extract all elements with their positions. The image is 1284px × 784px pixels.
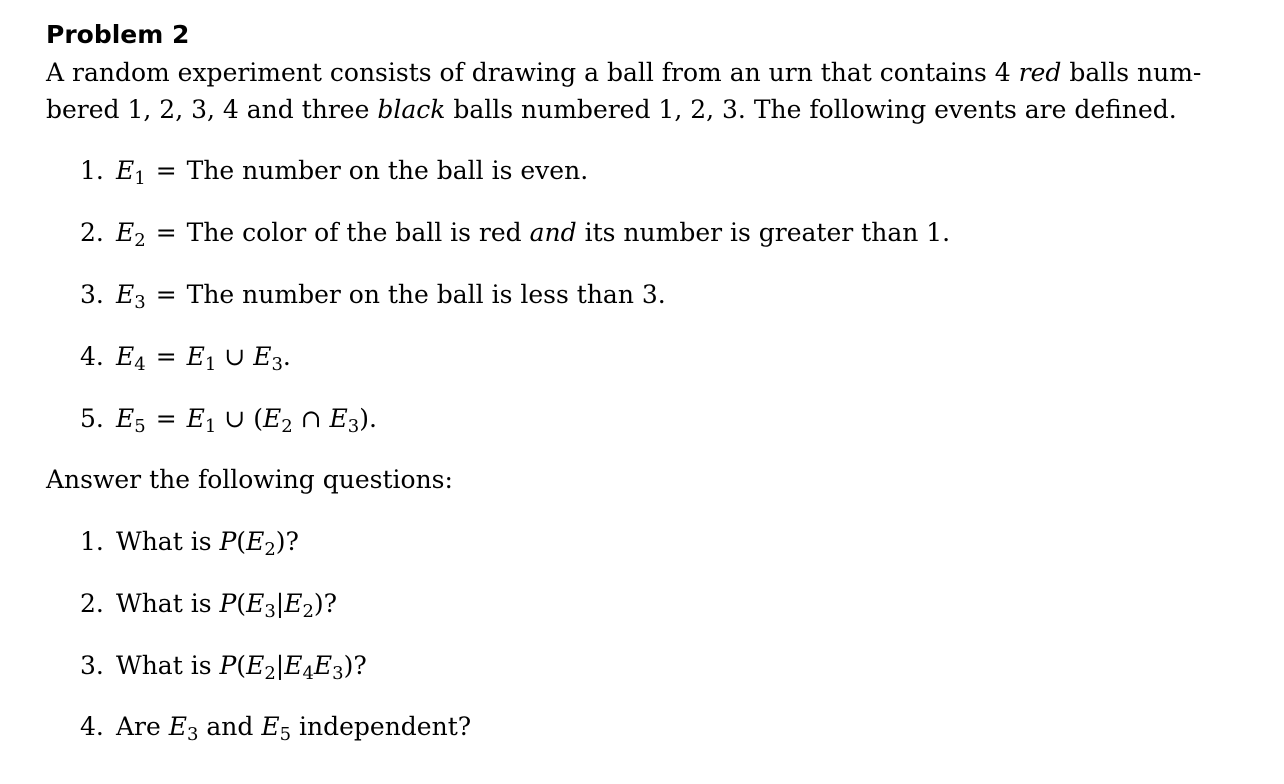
item-number: 4.	[80, 342, 104, 371]
event-subscript: 3	[264, 601, 276, 622]
event-emphasis: and	[529, 218, 577, 247]
event-subscript: 1	[134, 168, 146, 189]
event-subscript: 5	[134, 416, 146, 437]
equals-sign: =	[155, 218, 177, 247]
event-symbol: E	[261, 712, 280, 741]
equals-sign: =	[155, 280, 177, 309]
event-definition: The number on the ball is even.	[186, 156, 589, 185]
event-subscript: 3	[187, 724, 199, 745]
event-subscript: 4	[302, 663, 314, 684]
event-symbol: E	[116, 280, 135, 309]
item-number: 2.	[80, 218, 104, 247]
expression-end: .	[282, 342, 291, 371]
item-number: 2.	[80, 589, 104, 618]
equals-sign: =	[155, 404, 177, 433]
event-symbol: E	[168, 712, 187, 741]
question-item-2	[80, 589, 338, 622]
question-connector: and	[198, 712, 262, 741]
question-end: )?	[313, 589, 338, 618]
event-subscript: 2	[281, 416, 293, 437]
event-definition: The number on the ball is less than 3.	[186, 280, 666, 309]
event-symbol: E	[313, 651, 333, 680]
event-symbol: E	[116, 404, 135, 433]
event-symbol: E	[116, 218, 135, 247]
event-symbol: E	[262, 404, 282, 433]
event-subscript: 3	[271, 354, 283, 375]
question-item-1	[80, 527, 299, 560]
event-symbol: E	[116, 342, 135, 371]
intro-text: A random experiment consists of drawing a ball from an urn that contains 4	[46, 58, 1019, 87]
intro-emphasis: black	[377, 95, 446, 124]
event-item-5	[80, 404, 377, 437]
given-bar: |	[275, 589, 285, 618]
question-prefix: What is	[116, 651, 220, 680]
answer-heading: Answer the following questions:	[46, 465, 453, 494]
event-subscript: 2	[134, 230, 146, 251]
event-symbol: E	[186, 404, 205, 433]
event-subscript: 2	[264, 539, 276, 560]
event-subscript: 3	[347, 416, 360, 437]
event-symbol: E	[186, 342, 205, 371]
intro-text: bered 1, 2, 3, 4 and three	[46, 95, 378, 124]
intro-emphasis: red	[1018, 58, 1062, 87]
event-symbol: E	[246, 651, 265, 680]
equals-sign: =	[155, 342, 177, 371]
probability-symbol: P	[219, 527, 237, 556]
question-end: )?	[343, 651, 367, 680]
event-definition: The color of the ball is red	[186, 218, 530, 247]
question-prefix: What is	[116, 589, 220, 618]
event-symbol: E	[116, 156, 135, 185]
given-bar: |	[275, 651, 285, 680]
open-paren: (	[236, 651, 247, 680]
intro-line-1	[46, 58, 1201, 87]
event-item-3	[80, 280, 666, 313]
union-operator: ∪	[216, 342, 254, 371]
event-item-1	[80, 156, 589, 189]
item-number: 3.	[80, 651, 104, 680]
item-number: 4.	[80, 712, 104, 741]
open-paren: (	[236, 527, 247, 556]
event-subscript: 5	[279, 724, 292, 745]
event-symbol: E	[284, 651, 303, 680]
question-item-3	[80, 651, 367, 684]
open-paren: (	[236, 589, 247, 618]
question-prefix: Are	[116, 712, 169, 741]
intro-text: balls numbered 1, 2, 3. The following events are defined.	[445, 95, 1177, 124]
equals-sign: =	[155, 156, 177, 185]
event-symbol: E	[246, 589, 265, 618]
question-end: )?	[275, 527, 299, 556]
item-number: 1.	[80, 527, 104, 556]
item-number: 1.	[80, 156, 104, 185]
event-subscript: 3	[332, 663, 344, 684]
event-subscript: 3	[134, 292, 146, 313]
event-symbol: E	[253, 342, 272, 371]
probability-symbol: P	[219, 589, 237, 618]
event-symbol: E	[246, 527, 265, 556]
event-subscript: 4	[134, 354, 146, 375]
event-subscript: 1	[204, 354, 217, 375]
event-subscript: 2	[264, 663, 276, 684]
event-symbol: E	[329, 404, 348, 433]
question-end: independent?	[291, 712, 472, 741]
item-number: 3.	[80, 280, 104, 309]
event-item-4	[80, 342, 291, 375]
question-item-4	[80, 712, 472, 745]
event-item-2	[80, 218, 951, 251]
question-prefix: What is	[116, 527, 220, 556]
event-symbol: E	[284, 589, 303, 618]
union-operator: ∪ (	[216, 404, 263, 433]
probability-symbol: P	[219, 651, 237, 680]
expression-end: ).	[359, 404, 377, 433]
problem-title: Problem 2	[46, 20, 190, 49]
event-subscript: 2	[302, 601, 314, 622]
event-definition: its number is greater than 1.	[576, 218, 951, 247]
intro-line-2	[46, 95, 1177, 124]
event-subscript: 1	[204, 416, 217, 437]
intro-text: balls num-	[1061, 58, 1202, 87]
intersection-operator: ∩	[292, 404, 330, 433]
item-number: 5.	[80, 404, 104, 433]
